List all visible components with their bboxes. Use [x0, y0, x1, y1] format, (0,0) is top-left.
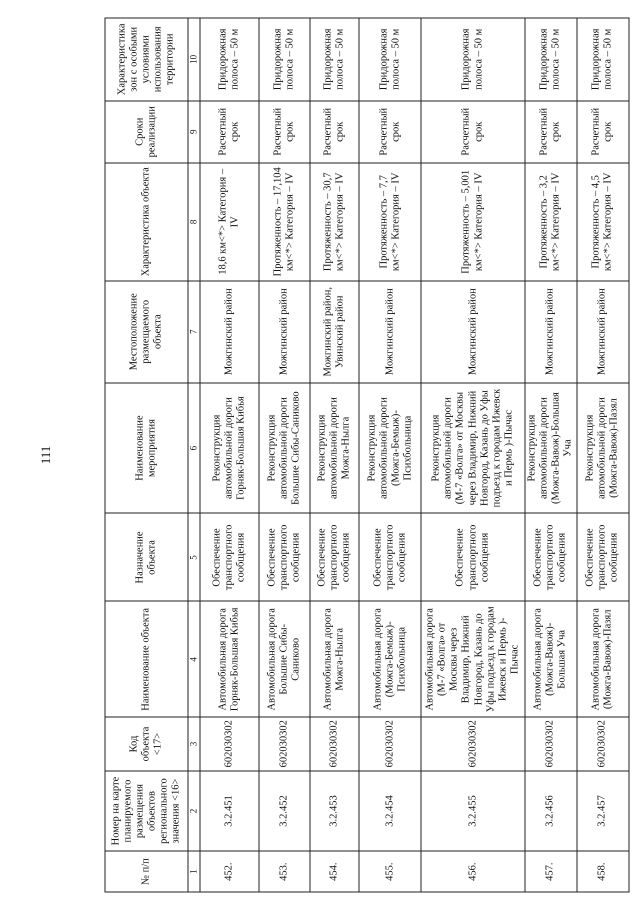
row-number: 457. [525, 851, 577, 892]
object-characteristics: Протяженность – 17,104 км<*> Категория – IV [259, 163, 310, 281]
object-name: Автомобильная дорога Горняк-Большая Кибья [200, 601, 259, 717]
table-row [421, 18, 524, 892]
header-cell: Назначение объекта [105, 513, 188, 601]
object-location: Можгинский район [359, 281, 421, 383]
object-code: 602030302 [421, 717, 524, 771]
zone-characteristics: Придорожная полоса – 50 м [577, 18, 629, 101]
object-location: Можгинский район [525, 281, 577, 383]
column-number: 10 [188, 18, 200, 101]
measure-name: Реконструкция автомобильной дороги (М-7 «Волга» от Москвы через Владимир, Нижний Новгород, Казань до Уфы подъезд к городам Ижевск и Пермь )-Пычас [421, 383, 524, 514]
object-characteristics: Протяженность – 30,7 км<*> Категория – IV [310, 163, 359, 281]
object-name: Автомобильная дорога Можга-Нылга [310, 601, 359, 717]
row-number: 458. [577, 851, 629, 892]
rotated-table-container [105, 18, 630, 893]
implementation-period: Расчетный срок [259, 101, 310, 163]
column-number: 3 [188, 717, 200, 771]
header-cell: № п/п [105, 851, 188, 892]
map-number: 3.2.453 [310, 771, 359, 851]
object-purpose: Обеспечение транспортного сообщения [359, 513, 421, 601]
zone-characteristics: Придорожная полоса – 50 м [359, 18, 421, 101]
object-location: Можгинский район [421, 281, 524, 383]
object-code: 602030302 [259, 717, 310, 771]
column-number: 4 [188, 601, 200, 717]
implementation-period: Расчетный срок [577, 101, 629, 163]
object-location: Можгинский район [577, 281, 629, 383]
header-cell: Характеристика объекта [105, 163, 188, 281]
column-number: 6 [188, 383, 200, 514]
zone-characteristics: Придорожная полоса – 50 м [200, 18, 259, 101]
measure-name: Реконструкция автомобильной дороги Можга-Нылга [310, 383, 359, 514]
implementation-period: Расчетный срок [310, 101, 359, 163]
column-number-row [188, 18, 200, 892]
header-cell: Характеристика зон с особыми условиями использования территории [105, 18, 188, 101]
row-number: 454. [310, 851, 359, 892]
object-name: Автомобильная дорога (Можга-Вавож)-Большая Уча [525, 601, 577, 717]
object-name: Автомобильная дорога (Можга-Вавож)-Пазял [577, 601, 629, 717]
page-number: 111 [38, 445, 53, 465]
object-characteristics: Протяженность – 4,5 км<*> Категория – IV [577, 163, 629, 281]
row-number: 456. [421, 851, 524, 892]
object-name: Автомобильная дорога Большие Сибы-Саниково [259, 601, 310, 717]
object-purpose: Обеспечение транспортного сообщения [525, 513, 577, 601]
map-number: 3.2.454 [359, 771, 421, 851]
object-characteristics: Протяженность – 7,7 км<*> Категория – IV [359, 163, 421, 281]
implementation-period: Расчетный срок [525, 101, 577, 163]
header-cell: Сроки реализации [105, 101, 188, 163]
object-purpose: Обеспечение транспортного сообщения [200, 513, 259, 601]
column-number: 2 [188, 771, 200, 851]
table-row [259, 18, 310, 892]
objects-table [105, 18, 630, 893]
zone-characteristics: Придорожная полоса – 50 м [310, 18, 359, 101]
measure-name: Реконструкция автомобильной дороги (Можга-Бемыж)-Психбольница [359, 383, 421, 514]
header-cell: Код объекта <17> [105, 717, 188, 771]
object-purpose: Обеспечение транспортного сообщения [259, 513, 310, 601]
measure-name: Реконструкция автомобильной дороги Горняк-Большая Кибья [200, 383, 259, 514]
object-location: Можгинский район [200, 281, 259, 383]
column-number: 9 [188, 101, 200, 163]
object-name: Автомобильная дорога (Можга-Бемыж)-Психбольница [359, 601, 421, 717]
header-cell: Наименование объекта [105, 601, 188, 717]
measure-name: Реконструкция автомобильной дороги (Можга-Вавож)-Пазял [577, 383, 629, 514]
header-cell: Наименование мероприятия [105, 383, 188, 514]
map-number: 3.2.455 [421, 771, 524, 851]
header-cell: Номер на карте планируемого размещения объектов регионального значения <16> [105, 771, 188, 851]
row-number: 452. [200, 851, 259, 892]
object-location: Можгинский район [259, 281, 310, 383]
object-code: 602030302 [525, 717, 577, 771]
map-number: 3.2.457 [577, 771, 629, 851]
measure-name: Реконструкция автомобильной дороги (Можга-Вавож)-Большая Уча [525, 383, 577, 514]
table-row [310, 18, 359, 892]
object-characteristics: Протяженность – 3,2 км<*> Категория – IV [525, 163, 577, 281]
measure-name: Реконструкция автомобильной дороги Большие Сибы-Саниково [259, 383, 310, 514]
table-row [200, 18, 259, 892]
map-number: 3.2.456 [525, 771, 577, 851]
map-number: 3.2.452 [259, 771, 310, 851]
implementation-period: Расчетный срок [421, 101, 524, 163]
zone-characteristics: Придорожная полоса – 50 м [525, 18, 577, 101]
header-cell: Местоположение размещаемого объекта [105, 281, 188, 383]
zone-characteristics: Придорожная полоса – 50 м [259, 18, 310, 101]
object-location: Можгинский район, Увинский район [310, 281, 359, 383]
table-row [577, 18, 629, 892]
object-purpose: Обеспечение транспортного сообщения [577, 513, 629, 601]
object-purpose: Обеспечение транспортного сообщения [310, 513, 359, 601]
object-code: 602030302 [577, 717, 629, 771]
table-row [359, 18, 421, 892]
column-number: 8 [188, 163, 200, 281]
table-row [525, 18, 577, 892]
column-number: 7 [188, 281, 200, 383]
column-number: 1 [188, 851, 200, 892]
row-number: 455. [359, 851, 421, 892]
object-name: Автомобильная дорога (М-7 «Волга» от Москвы через Владимир, Нижний Новгород, Казань до Уфы подъезд к городам Ижевск и Пермь )-Пычас [421, 601, 524, 717]
object-characteristics: Протяженность – 5,001 км<*> Категория – IV [421, 163, 524, 281]
object-purpose: Обеспечение транспортного сообщения [421, 513, 524, 601]
map-number: 3.2.451 [200, 771, 259, 851]
implementation-period: Расчетный срок [200, 101, 259, 163]
object-code: 602030302 [359, 717, 421, 771]
object-characteristics: 18,6 км<*> Категория – IV [200, 163, 259, 281]
column-number: 5 [188, 513, 200, 601]
implementation-period: Расчетный срок [359, 101, 421, 163]
header-row [105, 18, 188, 892]
zone-characteristics: Придорожная полоса – 50 м [421, 18, 524, 101]
object-code: 602030302 [200, 717, 259, 771]
row-number: 453. [259, 851, 310, 892]
object-code: 602030302 [310, 717, 359, 771]
